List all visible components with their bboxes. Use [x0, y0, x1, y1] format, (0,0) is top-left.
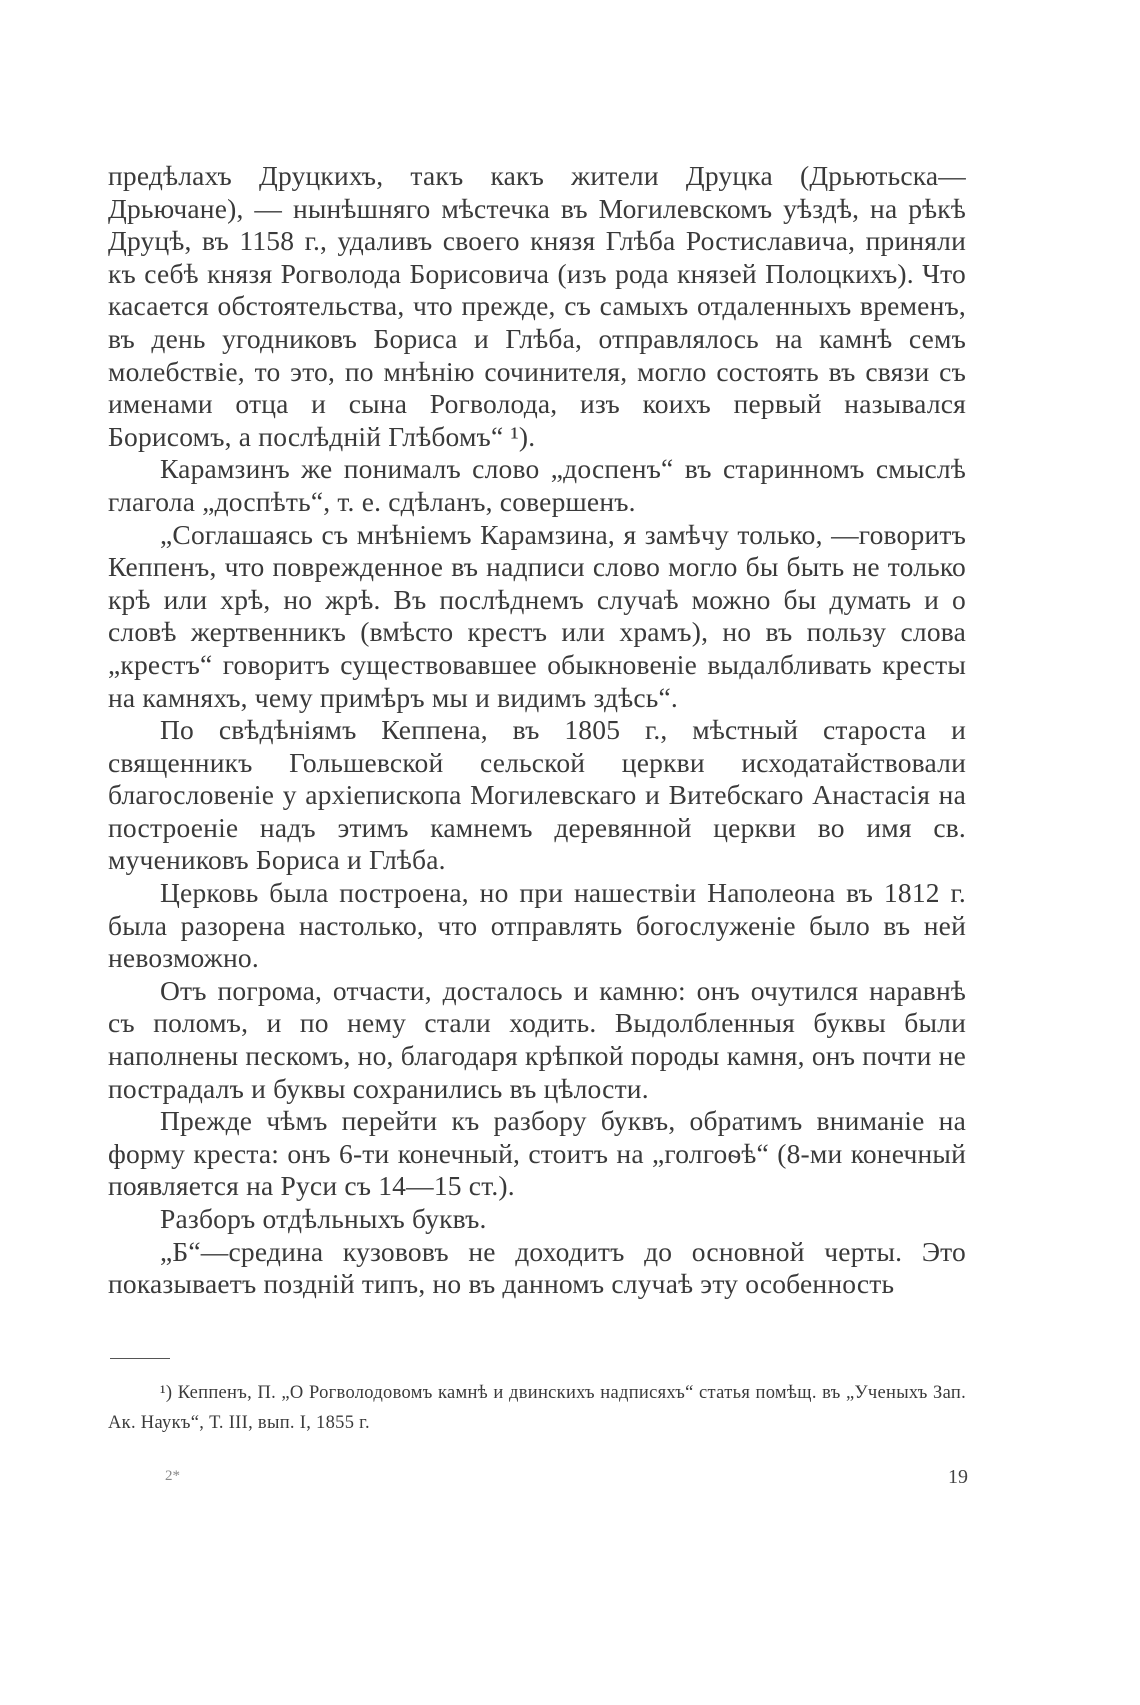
paragraph-1: предѣлахъ Друцкихъ, такъ какъ жители Друцка (Дрьютьска—Дрьючане), — нынѣшняго мѣстечка въ Могилевскомъ уѣздѣ, на рѣкѣ Друцѣ, въ 1158 г., удаливъ своего князя Глѣба Ростиславича, приняли къ себѣ князя Рогволода Борисовича (изъ рода князей Полоцкихъ). Что касается обстоятельства, что прежде, съ самыхъ отдаленныхъ временъ, въ день угодниковъ Бориса и Глѣба, отправлялось на камнѣ семъ молебствіе, то это, по мнѣнію сочинителя, могло состоять въ связи съ именами отца и сына Рогволода, изъ коихъ первый назывался Борисомъ, а послѣдній Глѣбомъ“ ¹).: [108, 160, 966, 452]
paragraph-7: Прежде чѣмъ перейти къ разбору буквъ, обратимъ вниманіе на форму креста: онъ 6-ти конечный, стоитъ на „голгоѳѣ“ (8-ми конечный появляется на Руси съ 14—15 ст.).: [108, 1105, 966, 1202]
paragraph-2: Карамзинъ же понималъ слово „доспенъ“ въ старинномъ смыслѣ глагола „доспѣть“, т. е. сдѣланъ, совершенъ.: [108, 453, 966, 517]
footnote-divider: [110, 1358, 170, 1359]
paragraph-9: „Б“—средина кузововъ не доходитъ до основной черты. Это показываетъ поздній типъ, но въ данномъ случаѣ эту особенность: [108, 1235, 966, 1300]
paragraph-6: Отъ погрома, отчасти, досталось и камню: онъ очутился наравнѣ съ поломъ, и по нему стали ходить. Выдолбленныя буквы были наполнены пескомъ, но, благодаря крѣпкой породы камня, онъ почти не пострадалъ и буквы сохранились въ цѣлости.: [108, 974, 966, 1104]
paragraph-4: По свѣдѣніямъ Кеппена, въ 1805 г., мѣстный староста и священникъ Гольшевской сельской церкви исходатайствовали благословеніе у архіепископа Могилевскаго и Витебскаго Анастасія на построеніе надъ этимъ камнемъ деревянной церкви во имя св. мучениковъ Бориса и Глѣба.: [108, 714, 966, 876]
page-number: 19: [948, 1466, 968, 1488]
paragraph-3: „Соглашаясь съ мнѣніемъ Карамзина, я замѣчу только, —говоритъ Кеппенъ, что поврежденное въ надписи слово могло бы быть не только крѣ или хрѣ, но жрѣ. Въ послѣднемъ случаѣ можно бы думать и о словѣ жертвенникъ (вмѣсто крестъ или храмъ), но въ пользу слова „крестъ“ говоритъ существовавшее обыкновеніе выдалбливать кресты на камняхъ, чему примѣръ мы и видимъ здѣсь“.: [108, 518, 966, 713]
paragraph-8: Разборъ отдѣльныхъ буквъ.: [160, 1203, 487, 1234]
footnote: ¹) Кеппенъ, П. „О Рогволодовомъ камнѣ и двинскихъ надписяхъ“ статья помѣщ. въ „Ученыхъ Зап. Ак. Наукъ“, Т. III, вып. I, 1855 г.: [108, 1383, 966, 1433]
body-text: [108, 160, 966, 1301]
signature-mark: 2*: [165, 1468, 180, 1484]
paragraph-5: Церковь была построена, но при нашествіи Наполеона въ 1812 г. была разорена настолько, что отправлять богослуженіе было въ ней невозможно.: [108, 877, 966, 974]
